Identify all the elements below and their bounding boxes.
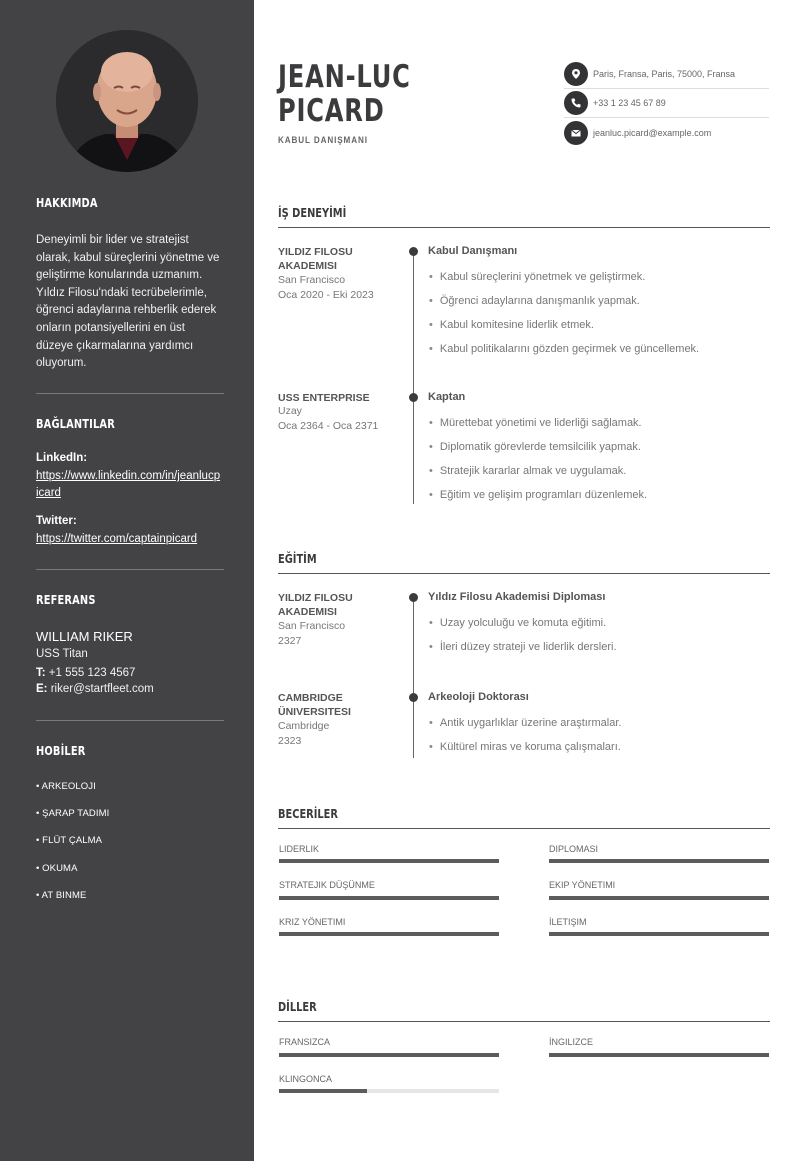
section-divider: [278, 573, 770, 574]
education-heading: EĞİTİM: [278, 552, 317, 566]
timeline-dot: [409, 247, 418, 256]
experience-bullet: • Kabul politikalarını gözden geçirmek ve güncellemek.: [429, 343, 699, 355]
skill-bar: [279, 896, 499, 900]
skill-bar: [549, 859, 769, 863]
language-bar-fill: [279, 1089, 367, 1093]
about-text: Deneyimli bir lider ve stratejist olarak, kabul süreçlerini yönetme ve geliştirme konularında uzmanım. Yıldız Filosu'ndaki tecrübelerimle, öğrenci adaylarına rehberlik ederek onların potansiyellerini en üst düzeye çıkarmalarına yardımcı oluyorum.: [36, 234, 220, 370]
divider: [36, 720, 224, 721]
experience-bullet: • Kabul süreçlerini yönetmek ve geliştirmek.: [429, 271, 645, 283]
skill-label: KRIZ YÖNETIMI: [279, 917, 346, 927]
education-degree: Arkeoloji Doktorası: [428, 691, 529, 703]
timeline-dot: [409, 693, 418, 702]
education-location: San Francisco: [278, 620, 346, 632]
education-org: CAMBRIDGE ÜNIVERSITESI: [278, 692, 351, 718]
education-degree: Yıldız Filosu Akademisi Diploması: [428, 591, 606, 603]
experience-dates: Oca 2020 - Eki 2023: [278, 289, 374, 301]
education-org: YILDIZ FILOSU AKADEMISI: [278, 592, 353, 618]
experience-role: Kaptan: [428, 391, 466, 403]
experience-location: San Francisco: [278, 274, 346, 286]
links-heading: BAĞLANTILAR: [36, 417, 115, 431]
education-timeline: [413, 598, 414, 758]
skill-bar-fill: [279, 932, 499, 936]
contact-address: [564, 60, 769, 89]
skill-bar: [279, 932, 499, 936]
address-text: Paris, Fransa, Paris, 75000, Fransa: [593, 69, 736, 79]
avatar: [56, 30, 198, 172]
contact-phone: [564, 89, 769, 118]
first-name: JEAN-LUC: [278, 59, 411, 95]
skill-bar-fill: [279, 896, 499, 900]
email-text: jeanluc.picard@example.com: [593, 127, 712, 138]
skill-label: DIPLOMASI: [549, 844, 599, 854]
hobby-item: • AT BINME: [36, 890, 87, 901]
location-pin-icon: [564, 62, 588, 86]
skill-label: EKIP YÖNETIMI: [549, 880, 616, 890]
skill-bar: [549, 896, 769, 900]
section-divider: [278, 227, 770, 228]
language-bar-fill: [549, 1053, 769, 1057]
reference-ship: USS Titan: [36, 648, 88, 660]
section-divider: [278, 828, 770, 829]
skill-bar: [549, 932, 769, 936]
education-bullet: • İleri düzey strateji ve liderlik dersleri.: [429, 641, 617, 653]
experience-location: Uzay: [278, 405, 302, 417]
skill-bar-fill: [549, 859, 769, 863]
experience-bullet: • Diplomatik görevlerde temsilcilik yapmak.: [429, 441, 641, 453]
timeline-dot: [409, 393, 418, 402]
language-label: KLINGONCA: [279, 1074, 333, 1084]
reference-email-value: riker@startfleet.com: [50, 683, 154, 695]
reference-phone: [36, 667, 135, 679]
education-location: Cambridge: [278, 720, 330, 732]
experience-heading: İŞ DENEYİMİ: [278, 206, 347, 220]
reference-heading: REFERANS: [36, 593, 96, 607]
reference-email: [36, 683, 154, 695]
language-bar-fill: [279, 1053, 499, 1057]
experience-bullet: • Eğitim ve gelişim programları düzenlemek.: [429, 489, 647, 501]
experience-bullet: • Mürettebat yönetimi ve liderliği sağlamak.: [429, 417, 642, 429]
language-bar: [549, 1053, 769, 1057]
skill-bar-fill: [549, 932, 769, 936]
envelope-icon: [564, 121, 588, 145]
language-bar: [279, 1089, 499, 1093]
experience-timeline: [413, 252, 414, 504]
skill-label: STRATEJIK DÜŞÜNME: [279, 880, 375, 890]
experience-dates: Oca 2364 - Oca 2371: [278, 420, 379, 432]
skill-label: İLETIŞIM: [549, 917, 587, 927]
twitter-label: Twitter:: [36, 515, 77, 527]
experience-org: USS ENTERPRISE: [278, 392, 370, 404]
education-dates: 2327: [278, 635, 302, 647]
education-bullet: • Kültürel miras ve koruma çalışmaları.: [429, 741, 621, 753]
hobbies-heading: HOBİLER: [36, 744, 86, 758]
experience-bullet: • Stratejik kararlar almak ve uygulamak.: [429, 465, 626, 477]
job-title: KABUL DANIŞMANI: [278, 135, 368, 145]
skill-label: LIDERLIK: [279, 844, 320, 854]
education-bullet: • Antik uygarlıklar üzerine araştırmalar.: [429, 717, 621, 729]
education-dates: 2323: [278, 735, 302, 747]
experience-role: Kabul Danışmanı: [428, 245, 518, 257]
timeline-dot: [409, 593, 418, 602]
portrait-image: [56, 30, 198, 172]
phone-icon: [564, 91, 588, 115]
linkedin-link[interactable]: https://www.linkedin.com/in/jeanlucpicard: [36, 470, 221, 499]
divider: [36, 393, 224, 394]
skill-bar: [279, 859, 499, 863]
experience-org: YILDIZ FILOSU AKADEMISI: [278, 246, 353, 272]
education-bullet: • Uzay yolculuğu ve komuta eğitimi.: [429, 617, 606, 629]
section-divider: [278, 1021, 770, 1022]
skill-bar-fill: [279, 859, 499, 863]
language-label: İNGILIZCE: [549, 1037, 594, 1047]
linkedin-label: LinkedIn:: [36, 452, 88, 464]
experience-bullet: • Öğrenci adaylarına danışmanlık yapmak.: [429, 295, 640, 307]
hobby-item: • FLÜT ÇALMA: [36, 835, 103, 846]
full-name: [278, 60, 411, 128]
about-heading: HAKKIMDA: [36, 196, 98, 210]
skills-heading: BECERİLER: [278, 807, 338, 821]
divider: [36, 569, 224, 570]
experience-bullet: • Kabul komitesine liderlik etmek.: [429, 319, 594, 331]
reference-phone-value: +1 555 123 4567: [48, 667, 136, 679]
twitter-link[interactable]: https://twitter.com/captainpicard: [36, 533, 198, 545]
contact-email: [564, 118, 769, 147]
sidebar: [0, 0, 254, 1161]
skill-bar-fill: [549, 896, 769, 900]
reference-email-label: E:: [36, 683, 48, 695]
language-label: FRANSIZCA: [279, 1037, 331, 1047]
hobby-item: • ŞARAP TADIMI: [36, 808, 110, 819]
last-name: PICARD: [278, 93, 385, 129]
hobby-item: • OKUMA: [36, 863, 78, 874]
languages-heading: DİLLER: [278, 1000, 317, 1014]
reference-name: WILLIAM RIKER: [36, 629, 133, 644]
reference-phone-label: T:: [36, 667, 46, 679]
language-bar: [279, 1053, 499, 1057]
phone-text: +33 1 23 45 67 89: [593, 98, 666, 108]
hobby-item: • ARKEOLOJI: [36, 781, 96, 792]
